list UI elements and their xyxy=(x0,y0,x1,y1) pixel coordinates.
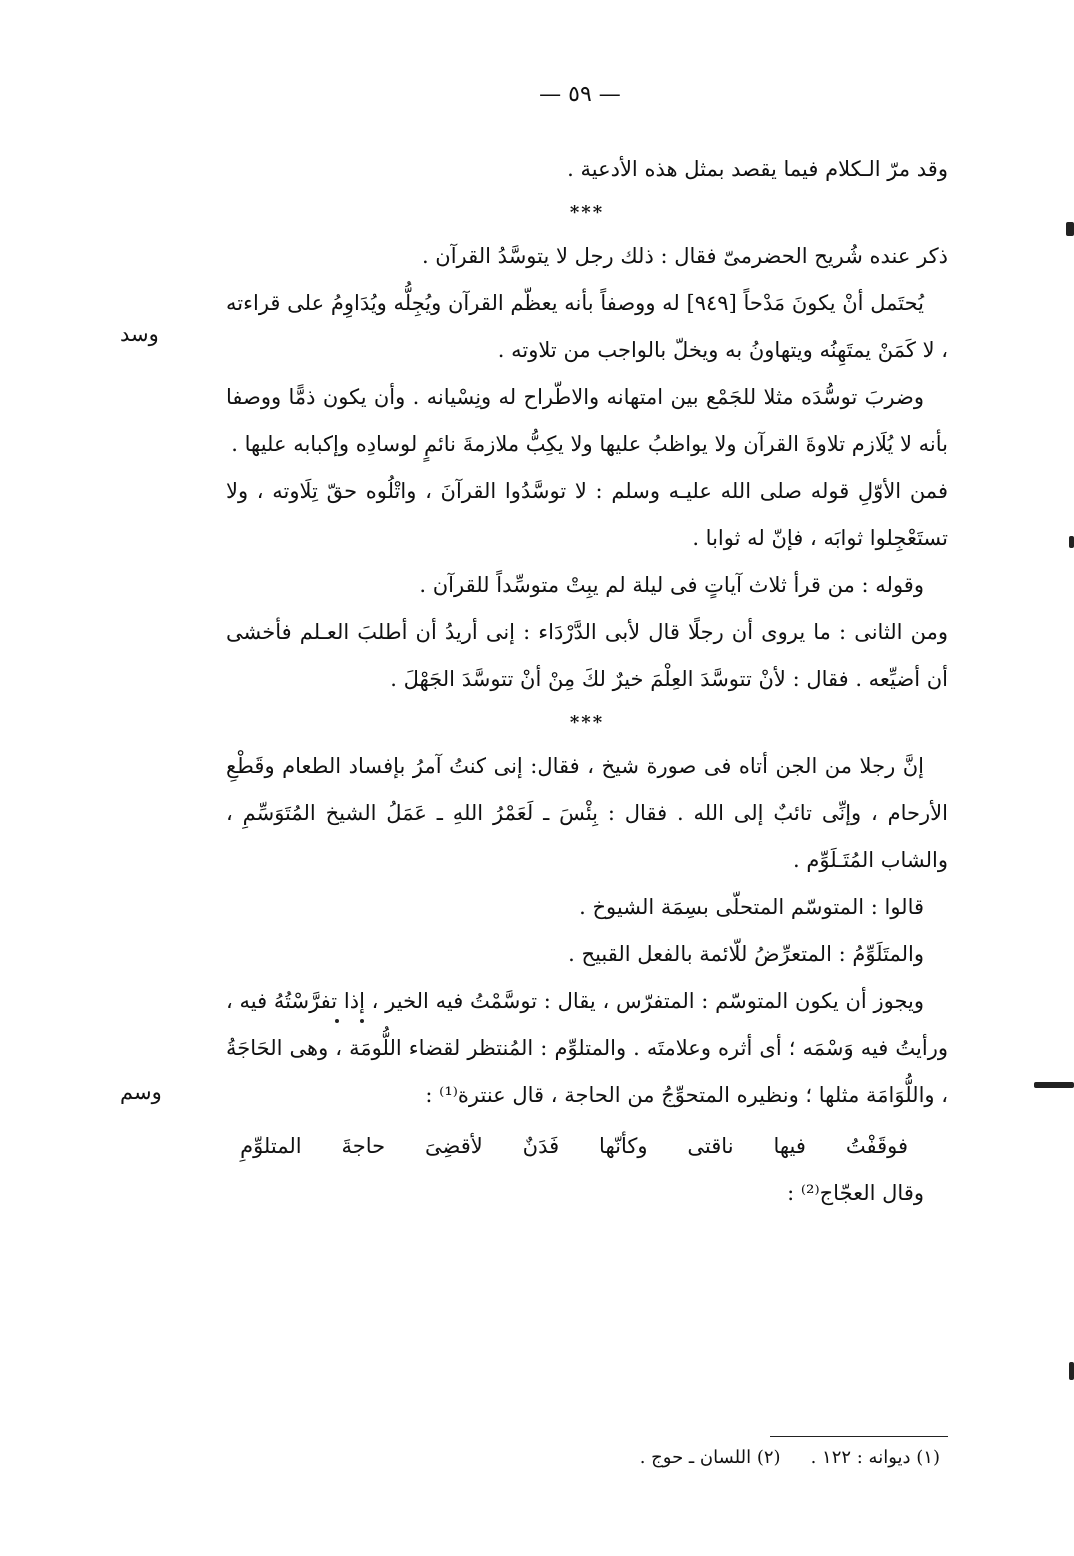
section-separator: *** xyxy=(569,712,605,733)
main-text xyxy=(226,146,948,1217)
footnote-divider xyxy=(770,1436,948,1437)
verse-word: حاجةَ xyxy=(341,1134,386,1158)
section-separator: *** xyxy=(569,202,605,223)
paragraph: وقوله : من قرأ ثلاث آياتٍ فى ليلة لم يبِتْ متوسِّداً للقرآن . xyxy=(419,573,924,597)
paragraph: إنَّ رجلا من الجن أتاه فى صورة شيخ ، فقال: إنى كنتُ آمرُ بإفساد الطعام وقَطْعِ الأرحام ، وإنِّى تائبٌ إلى الله . فقال : بِئْسَ ـ لَعَمْرُ اللهِ ـ عَمَلُ الشيخ المُتَوَسِّمِ ، والشاب المُتَـلَوِّم . xyxy=(226,754,948,872)
verse-word: وكأنّها xyxy=(599,1134,648,1158)
paragraph: ومن الثانى : ما يروى أن رجلًا قال لأبى الدَّرْدَاء : إنى أريدُ أن أطلبَ العـلم فأخشى أن أضيِّعه . فقال : لأنْ تتوسَّدَ العِلْمَ خيرٌ لكَ مِنْ أنْ تتوسَّدَ الجَهْلَ . xyxy=(226,620,948,691)
margin-note-wsd: وسد xyxy=(120,322,159,346)
margin-note-wsm: وسم xyxy=(120,1080,162,1104)
poetry-verse xyxy=(226,1123,948,1170)
scan-edge-mark xyxy=(1069,1362,1074,1380)
paragraph: يُحتَمل أنْ يكونَ مَدْحاً [٩٤٩] له ووصفاً بأنه يعظّم القرآن ويُجِلُّه ويُدَاوِمُ على قراءته ، لا كَمَنْ يمتَهِنُه ويتهاونُ به ويخلّ بالواجب من تلاوته . xyxy=(226,291,948,362)
scan-edge-mark xyxy=(1034,1082,1074,1088)
page-number: — ٥٩ — xyxy=(539,82,621,107)
footnote: (٢) اللسان ـ حوج . xyxy=(639,1447,781,1468)
verse-word: فيها xyxy=(773,1134,806,1158)
paragraph: ذكر عنده شُريح الحضرمىّ فقال : ذلك رجل لا يتوسَّدُ القرآن . xyxy=(421,244,948,268)
footnotes xyxy=(470,1447,940,1468)
scan-edge-mark xyxy=(1066,222,1074,236)
paragraph: وقد مرّ الـكلام فيما يقصد بمثل هذه الأدعية . xyxy=(567,157,948,181)
paragraph: وضربَ توسُّدَه مثلا للجَمْع بين امتهانه والاطّراح له ونِسْيانه . وأن يكون ذمًّا ووصفا بأنه لا يُلَازم تلاوةَ القرآن ولا يواظبُ عليها ولا يكِبُّ ملازمةَ نائمٍ لوسادِه وإكبابه عليها . xyxy=(226,385,948,456)
paragraph: وقال العجّاج⁽²⁾ : xyxy=(787,1181,924,1205)
verse-word: لأقضِىَ xyxy=(425,1134,483,1158)
verse-word: ناقتى xyxy=(687,1134,734,1158)
paragraph: قالوا : المتوسّم المتحلّى بسِمَة الشيوخ . xyxy=(579,895,924,919)
verse-word: المتلوِّمِ xyxy=(240,1134,302,1158)
footnote: (١) ديوانه : ١٢٢ . xyxy=(810,1447,940,1468)
verse-word: فَدَنٌ xyxy=(522,1134,560,1158)
verse-word: فوقَفْتُ xyxy=(845,1134,908,1158)
scan-edge-mark xyxy=(1069,536,1074,548)
paragraph: ويجوز أن يكون المتوسّم : المتفرّس ، يقال : توسَّمْتُ فيه الخير ، إذا تفرَّسْتُهُ فيه ، ورأيتُ فيه وَسْمَه ؛ أى أثره وعلامتَه . والمتلوِّم : المُنتظر لقضاء اللُّومَة ، وهى الحَاجَةُ ، واللُّوَامَة مثلها ؛ ونظيره المتحوِّجُ من الحاجة ، قال عنترة⁽¹⁾ : xyxy=(226,989,948,1107)
paragraph: فمن الأوّلِ قوله صلى الله عليـه وسلم : لا توسَّدُوا القرآنَ ، واتْلُوه حقّ تِلَاوته ، ولا تستَعْجِلوا ثوابَه ، فإنّ له ثوابا . xyxy=(226,479,948,550)
paragraph: والمتَلَوِّمُ : المتعرِّضُ للّائمة بالفعل القبيح . xyxy=(568,942,924,966)
